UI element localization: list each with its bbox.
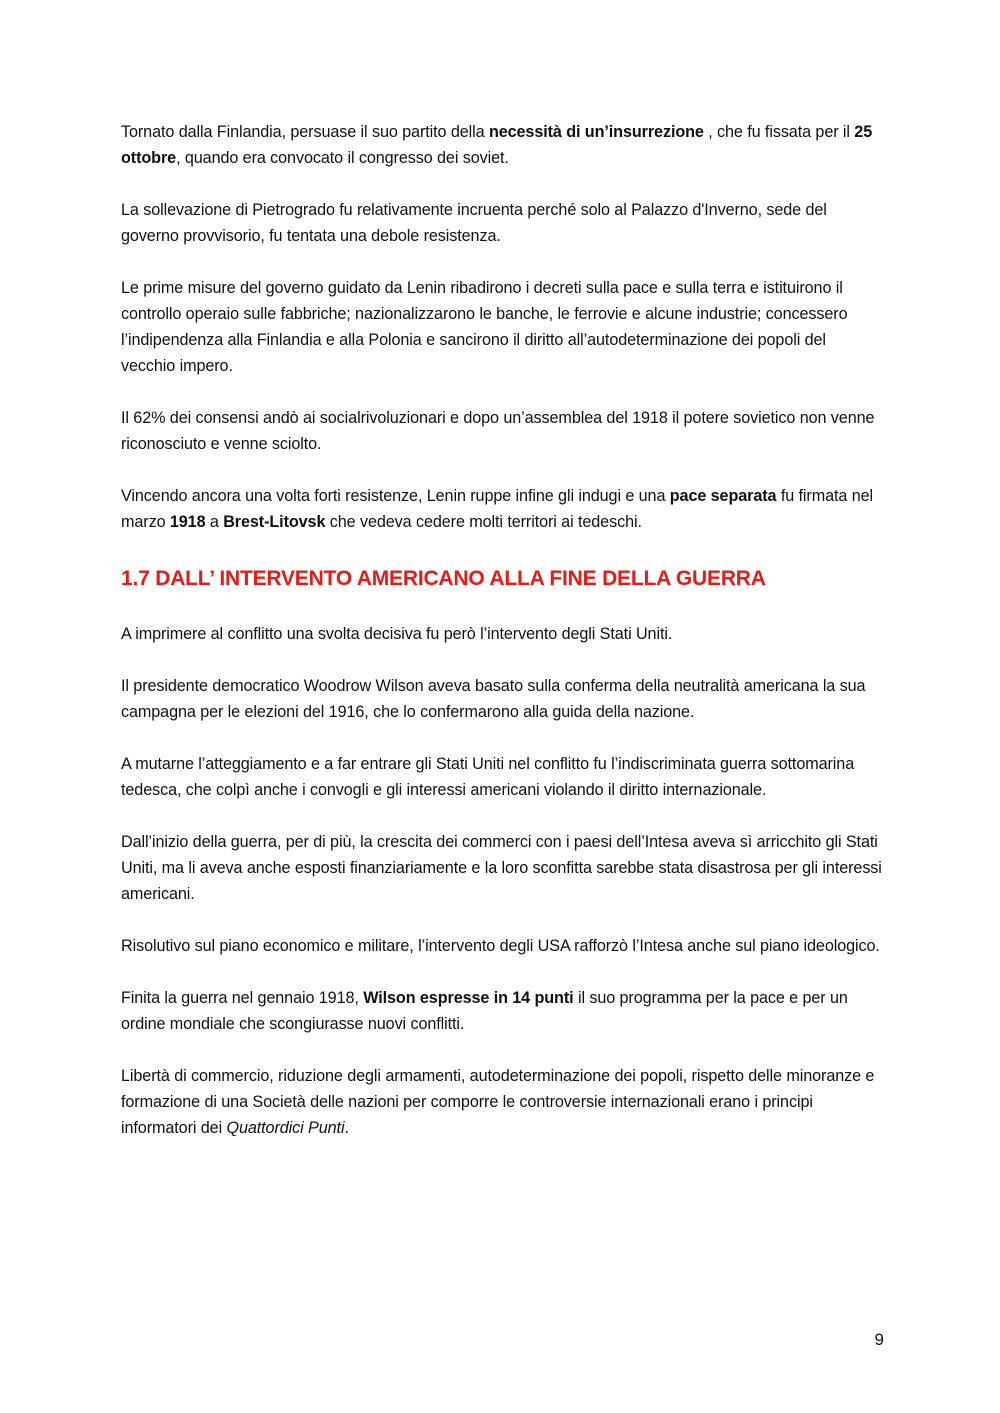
paragraph [121, 673, 883, 725]
bold-text: pace separata [669, 487, 777, 505]
text-run: Tornato dalla Finlandia, persuase il suo partito della [121, 123, 489, 141]
text-run: La sollevazione di Pietrogrado fu relativamente incruenta perché solo al Palazzo d'Inverno, sede del governo provvisorio, fu tentata una debole resistenza. [121, 201, 827, 245]
text-run: Dall’inizio della guerra, per di più, la crescita dei commerci con i paesi dell’Intesa aveva sì arricchito gli Stati Uniti, ma li aveva anche esposti finanziariamente e la loro sconfitta sarebbe stata disastrosa per gli interessi americani. [121, 833, 882, 903]
bold-text: necessità di un’insurrezione [488, 123, 704, 141]
paragraph [121, 621, 883, 647]
paragraph [121, 405, 883, 457]
page-number: 9 [874, 1330, 884, 1349]
text-run: A mutarne l’atteggiamento e a far entrare gli Stati Uniti nel conflitto fu l’indiscriminata guerra sottomarina tedesca, che colpì anche i convogli e gli interessi americani violando il diritto internazionale. [121, 755, 855, 799]
text-run: , quando era convocato il congresso dei soviet. [176, 149, 509, 167]
page-content [121, 119, 883, 1141]
text-run: Il 62% dei consensi andò ai socialrivoluzionari e dopo un’assemblea del 1918 il potere sovietico non venne riconosciuto e venne sciolto. [121, 409, 875, 453]
text-run: il suo programma per la pace e per un ordine mondiale che scongiurasse nuovi conflitti. [121, 989, 848, 1033]
text-run: . [344, 1119, 349, 1137]
paragraphs-before-heading [121, 119, 883, 535]
text-run: Libertà di commercio, riduzione degli armamenti, autodeterminazione dei popoli, rispetto delle minoranze e formazione di una Società delle nazioni per comporre le controversie internazionali erano i principi informatori dei [121, 1067, 875, 1137]
paragraph [121, 483, 883, 535]
text-run: fu firmata nel marzo [121, 487, 874, 531]
paragraph [121, 933, 883, 959]
text-run: che vedeva cedere molti territori ai tedeschi. [325, 513, 642, 531]
bold-text: Wilson espresse in 14 punti [363, 989, 574, 1007]
paragraph [121, 985, 883, 1037]
italic-text: Quattordici Punti [226, 1119, 345, 1137]
paragraph [121, 829, 883, 907]
section-heading: 1.7 DALL’ INTERVENTO AMERICANO ALLA FINE DELLA GUERRA [121, 567, 766, 590]
bold-text: 25 ottobre [121, 123, 873, 167]
paragraph [121, 275, 883, 379]
bold-text: Brest-Litovsk [223, 513, 326, 531]
text-run: Finita la guerra nel gennaio 1918, [121, 989, 364, 1007]
text-run: Risolutivo sul piano economico e militare, l’intervento degli USA rafforzò l’Intesa anche sul piano ideologico. [121, 937, 880, 955]
text-run: Vincendo ancora una volta forti resistenze, Lenin ruppe infine gli indugi e una [121, 487, 670, 505]
paragraph [121, 197, 883, 249]
bold-text: 1918 [169, 513, 206, 531]
paragraph [121, 1063, 883, 1141]
text-run: Le prime misure del governo guidato da Lenin ribadirono i decreti sulla pace e sulla terra e istituirono il controllo operaio sulle fabbriche; nazionalizzarono le banche, le ferrovie e alcune industrie; concessero l’indipendenza alla Finlandia e alla Polonia e sancirono il diritto all’autodeterminazione dei popoli del vecchio impero. [121, 279, 848, 375]
paragraph [121, 119, 883, 171]
text-run: Il presidente democratico Woodrow Wilson aveva basato sulla conferma della neutralità americana la sua campagna per le elezioni del 1916, che lo confermarono alla guida della nazione. [121, 677, 866, 721]
text-run: a [205, 513, 224, 531]
text-run: , che fu fissata per il [703, 123, 855, 141]
paragraphs-after-heading [121, 621, 883, 1141]
paragraph [121, 751, 883, 803]
text-run: A imprimere al conflitto una svolta decisiva fu però l’intervento degli Stati Uniti. [121, 625, 673, 643]
